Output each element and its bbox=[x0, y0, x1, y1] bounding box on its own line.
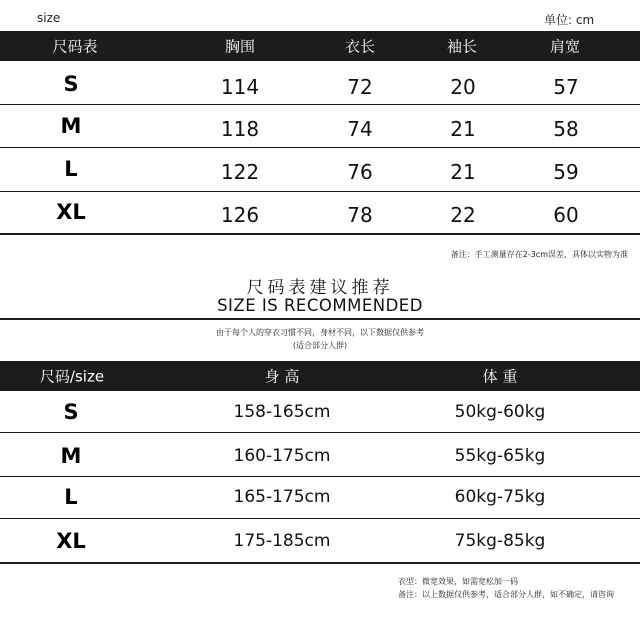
table-bottom-border bbox=[0, 562, 640, 564]
shoulder-cell: 58 bbox=[553, 117, 579, 141]
table-row bbox=[0, 72, 640, 100]
row-divider bbox=[0, 147, 640, 148]
weight-cell: 75kg-85kg bbox=[454, 531, 546, 551]
header-sleeve: 袖长 bbox=[446, 37, 478, 56]
row-divider bbox=[0, 191, 640, 192]
length-cell: 78 bbox=[347, 203, 373, 227]
row-divider bbox=[0, 104, 640, 105]
size-cell: S bbox=[63, 72, 79, 96]
recommend-desc: 由于每个人的穿衣习惯不同，身材不同，以下数据仅供参考 bbox=[216, 328, 424, 337]
recommend-title-en: SIZE IS RECOMMENDED bbox=[217, 296, 423, 315]
recommend-table-header bbox=[0, 361, 640, 391]
footer-note: 备注：以上数据仅供参考，适合部分人群，如不确定，请咨询 bbox=[398, 590, 614, 599]
fit-note: 衣型：微宽效果，如需宽松加一码 bbox=[398, 577, 518, 586]
shoulder-cell: 59 bbox=[553, 160, 579, 184]
header-chest: 胸围 bbox=[224, 37, 256, 56]
length-cell: 76 bbox=[347, 160, 373, 184]
title-divider bbox=[0, 318, 640, 320]
height-cell: 165-175cm bbox=[233, 487, 331, 507]
sleeve-cell: 20 bbox=[450, 75, 476, 99]
sleeve-cell: 22 bbox=[450, 203, 476, 227]
shoulder-cell: 60 bbox=[553, 203, 579, 227]
header-shoulder: 肩宽 bbox=[549, 37, 581, 56]
recommend-title-cn: 尺码表建议推荐 bbox=[246, 278, 394, 298]
size-cell: M bbox=[60, 444, 82, 468]
header-size: 尺码/size bbox=[39, 367, 105, 386]
sleeve-cell: 21 bbox=[450, 117, 476, 141]
size-cell: XL bbox=[56, 529, 86, 553]
size-label: size bbox=[37, 11, 61, 25]
weight-cell: 50kg-60kg bbox=[454, 402, 546, 422]
measurement-note: 备注：手工测量存在2-3cm误差，具体以实物为准 bbox=[450, 250, 628, 259]
table-row bbox=[0, 529, 640, 557]
size-table-header bbox=[0, 31, 640, 61]
table-row bbox=[0, 485, 640, 513]
header-weight: 体 重 bbox=[482, 367, 518, 386]
chest-cell: 114 bbox=[220, 75, 260, 99]
height-cell: 158-165cm bbox=[233, 402, 331, 422]
weight-cell: 60kg-75kg bbox=[454, 487, 546, 507]
table-row bbox=[0, 400, 640, 428]
header-size-chart: 尺码表 bbox=[52, 37, 98, 56]
height-cell: 160-175cm bbox=[233, 446, 331, 466]
chest-cell: 118 bbox=[220, 117, 260, 141]
length-cell: 74 bbox=[347, 117, 373, 141]
size-cell: L bbox=[64, 485, 78, 509]
shoulder-cell: 57 bbox=[553, 75, 579, 99]
table-bottom-border bbox=[0, 233, 640, 235]
row-divider bbox=[0, 432, 640, 433]
size-cell: M bbox=[60, 114, 82, 138]
size-cell: S bbox=[63, 400, 79, 424]
header-height: 身 高 bbox=[264, 367, 300, 386]
table-row bbox=[0, 157, 640, 185]
recommend-desc-sub: (适合部分人群) bbox=[292, 341, 348, 350]
table-row bbox=[0, 200, 640, 228]
size-cell: L bbox=[64, 157, 78, 181]
weight-cell: 55kg-65kg bbox=[454, 446, 546, 466]
height-cell: 175-185cm bbox=[233, 531, 331, 551]
row-divider bbox=[0, 476, 640, 477]
table-row bbox=[0, 444, 640, 472]
length-cell: 72 bbox=[347, 75, 373, 99]
chest-cell: 122 bbox=[220, 160, 260, 184]
table-row bbox=[0, 114, 640, 142]
chest-cell: 126 bbox=[220, 203, 260, 227]
unit-label: 单位: cm bbox=[544, 13, 595, 27]
size-cell: XL bbox=[56, 200, 86, 224]
header-length: 衣长 bbox=[344, 37, 376, 56]
sleeve-cell: 21 bbox=[450, 160, 476, 184]
row-divider bbox=[0, 518, 640, 519]
